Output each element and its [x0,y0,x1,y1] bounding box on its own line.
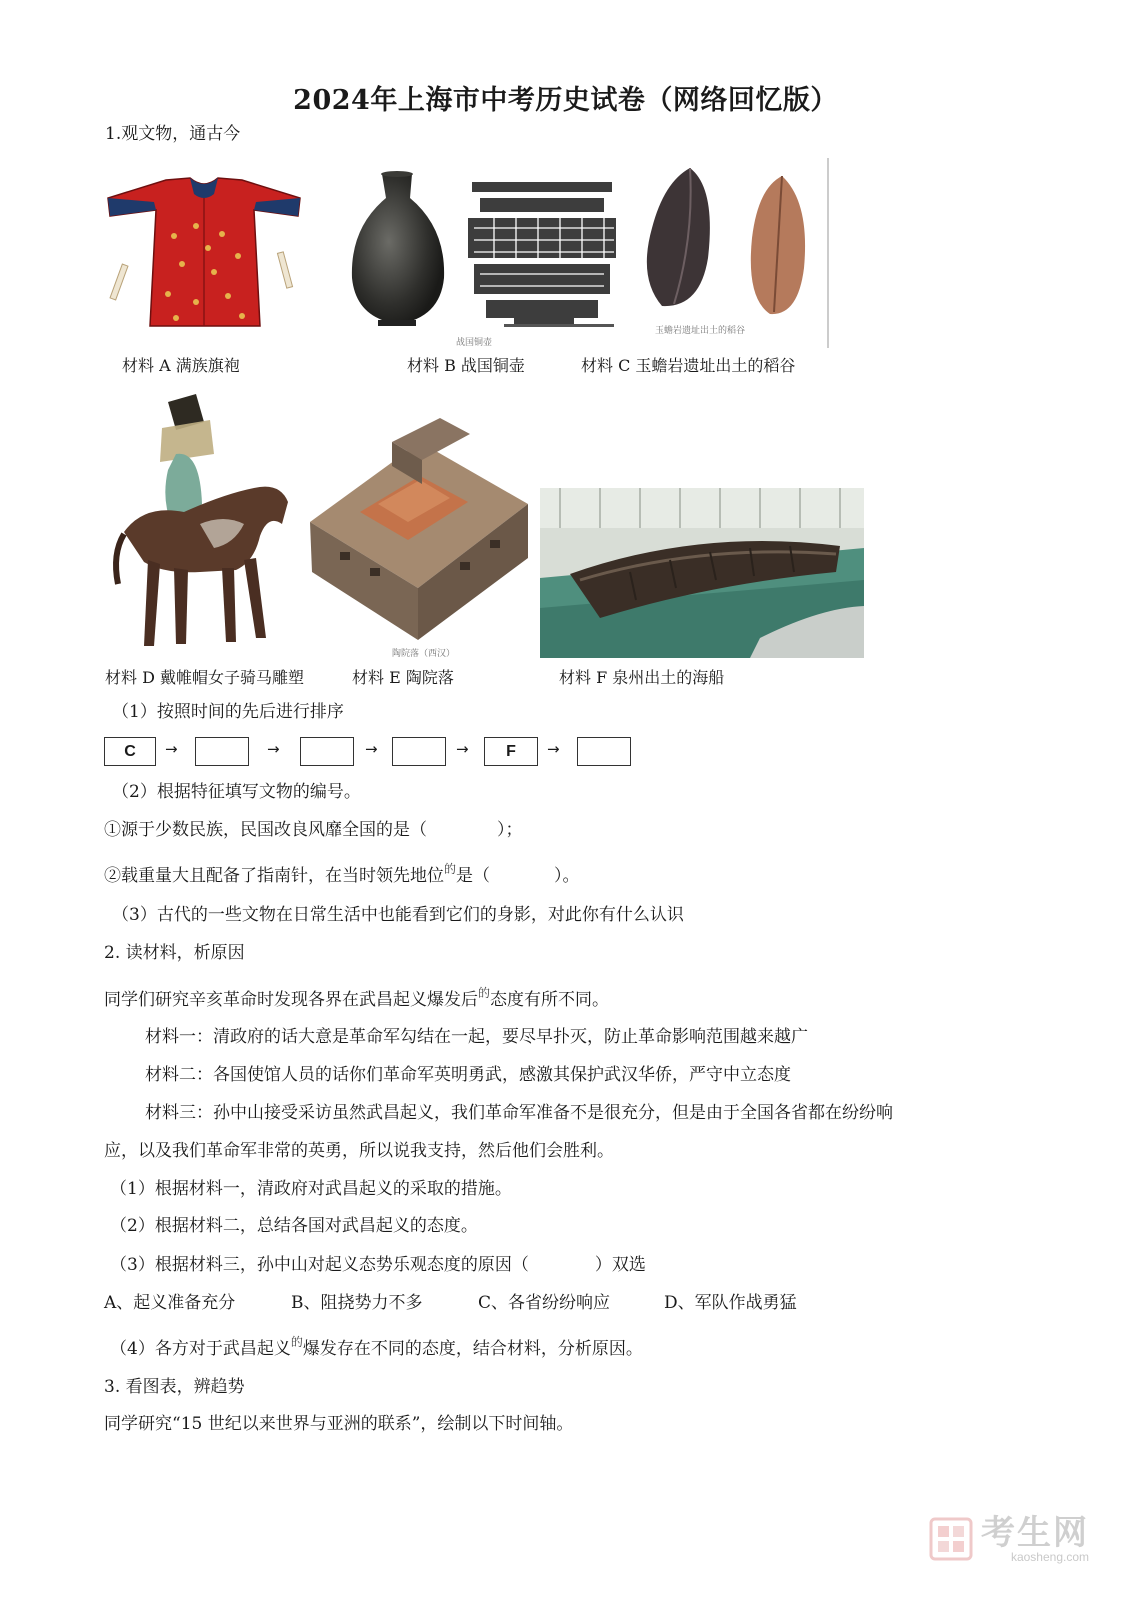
q2-intro-sup: 的 [478,986,491,1000]
sequence-arrow-5: → [547,740,560,758]
q1-item2-sup: 的 [444,862,457,876]
q2-sub4-end: 爆发存在不同的态度，结合材料，分析原因。 [302,1339,643,1359]
rice-grains-photo [634,158,830,348]
material-f-caption: 材料 F 泉州出土的海船 [559,668,725,687]
q1-item1-text: ①源于少数民族，民国改良风靡全国的是（ [104,820,427,840]
q1-sub3: （3）古代的一些文物在日常生活中也能看到它们的身影，对此你有什么认识 [112,905,684,925]
q1-sub1: （1）按照时间的先后进行排序 [112,702,344,722]
q1-heading: 1.观文物，通古今 [105,124,241,144]
sequence-arrow-4: → [456,740,469,758]
bronze-pot-photo [334,168,624,348]
q1-item2-text: ②载重量大且配备了指南针，在当时领先地位 [104,866,444,886]
q1-item1 [104,820,523,840]
q1-item2-end: ）。 [554,866,580,886]
q2-material-3-line1: 材料三：孙中山接受采访虽然武昌起义，我们革命军准备不是很充分，但是由于全国各省都在纷纷响 [145,1103,893,1123]
sequence-arrow-2: → [267,740,280,758]
watermark [929,1515,1089,1563]
q2-intro-text: 同学们研究辛亥革命时发现各界在武昌起义爆发后 [104,990,478,1010]
page-title: 2024年上海市中考历史试卷（网络回忆版） [293,85,838,116]
q1-sub2: （2）根据特征填写文物的编号。 [112,782,361,802]
sequence-box-4[interactable] [392,737,446,766]
rice-grains-inner-label: 玉蟾岩遗址出土的稻谷 [655,326,746,336]
sequence-box-3[interactable] [300,737,354,766]
q3-intro: 同学研究“15 世纪以来世界与亚洲的联系”，绘制以下时间轴。 [104,1414,574,1434]
q2-option-d[interactable]: D、军队作战勇猛 [664,1293,797,1313]
q2-option-c[interactable]: C、各省纷纷响应 [478,1293,611,1313]
q2-material-1: 材料一：清政府的话大意是革命军勾结在一起，要尽早扑灭，防止革命影响范围越来越广 [145,1027,808,1047]
sequence-box-6[interactable] [577,737,631,766]
q2-heading: 2. 读材料，析原因 [104,943,245,963]
qipao-photo [104,176,304,334]
q2-sub4-text: （4）各方对于武昌起义 [110,1339,291,1359]
bronze-pot-inner-label: 战国铜壶 [456,338,493,348]
q2-sub3 [110,1255,646,1275]
sequence-box-2[interactable] [195,737,249,766]
sequence-arrow-1: → [165,740,178,758]
material-b-caption: 材料 B 战国铜壶 [407,356,525,375]
q2-option-a[interactable]: A、起义准备充分 [104,1293,236,1313]
q2-sub1: （1）根据材料一，清政府对武昌起义的采取的措施。 [110,1179,512,1199]
q2-intro-end: 态度有所不同。 [490,990,610,1010]
kaosheng-logo-icon [929,1517,973,1561]
watermark-name: 考生网 [981,1514,1089,1552]
pottery-courtyard-photo [300,412,536,652]
q2-material-2: 材料二：各国使馆人员的话你们革命军英明勇武，感激其保护武汉华侨，严守中立态度 [145,1065,791,1085]
q1-item2-mid: 是（ [456,866,491,886]
watermark-url: kaosheng.com [1010,1550,1089,1564]
q2-sub4-sup: 的 [290,1335,303,1349]
q2-option-b[interactable]: B、阻挠势力不多 [291,1293,423,1313]
sequence-box-5[interactable]: F [484,737,538,766]
q2-sub2: （2）根据材料二，总结各国对武昌起义的态度。 [110,1216,478,1236]
q2-sub3-end: ）双选 [594,1255,646,1275]
q2-sub3-text: （3）根据材料三，孙中山对起义态势乐观态度的原因（ [110,1255,529,1275]
material-d-caption: 材料 D 戴帷帽女子骑马雕塑 [105,668,305,687]
q3-heading: 3. 看图表，辨趋势 [104,1377,245,1397]
rider-figurine-photo [104,384,294,654]
material-c-caption: 材料 C 玉蟾岩遗址出土的稻谷 [581,356,796,375]
material-e-caption: 材料 E 陶院落 [352,668,454,687]
pottery-courtyard-inner-label: 陶院落（西汉） [392,649,456,659]
q2-sub4 [110,1335,643,1360]
sequence-box-1[interactable]: C [104,737,156,766]
material-a-caption: 材料 A 满族旗袍 [122,356,240,375]
q1-item1-end: ）； [497,820,523,840]
quanzhou-ship-photo [540,488,864,658]
q2-material-3-line2: 应，以及我们革命军非常的英勇，所以说我支持，然后他们会胜利。 [104,1141,614,1161]
q2-intro [104,986,610,1011]
q1-item2 [104,862,580,887]
sequence-arrow-3: → [365,740,378,758]
